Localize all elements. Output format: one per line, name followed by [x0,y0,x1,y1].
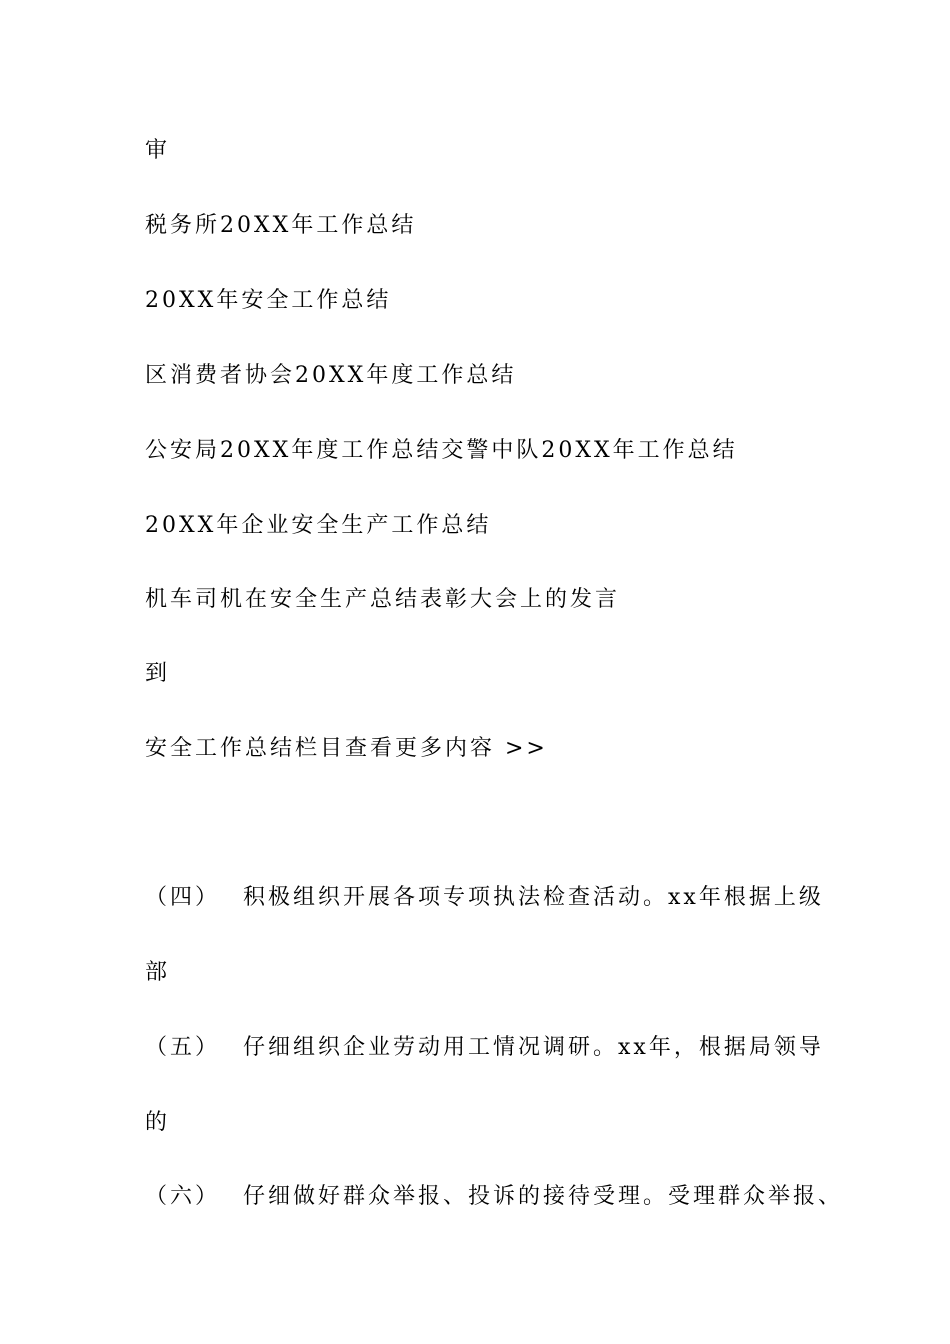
related-link-2[interactable]: 20XX年安全工作总结 [145,288,392,313]
related-line-0: 审 [145,138,171,163]
section-item-4 [145,883,824,913]
section-number: （五） [145,1035,221,1060]
section-text: 仔细组织企业劳动用工情况调研。xx年，根据局领导 [243,1035,824,1060]
section-continuation: 部 [145,960,171,985]
section-number: （四） [145,885,221,910]
section-continuation: 的 [145,1110,171,1135]
related-link-1[interactable]: 税务所20XX年工作总结 [145,213,417,238]
related-link-6[interactable]: 机车司机在安全生产总结表彰大会上的发言 [145,587,621,612]
section-text: 积极组织开展各项专项执法检查活动。xx年根据上级 [243,885,824,910]
related-link-4[interactable]: 公安局20XX年度工作总结交警中队20XX年工作总结 [145,438,738,463]
section-text: 仔细做好群众举报、投诉的接待受理。受理群众举报、 [243,1184,844,1209]
section-item-5 [145,1033,824,1063]
section-number: （六） [145,1184,221,1209]
related-line-7: 到 [145,661,171,686]
section-item-6 [145,1182,843,1212]
more-content-link[interactable]: 安全工作总结栏目查看更多内容 >> [145,736,548,761]
related-link-3[interactable]: 区消费者协会20XX年度工作总结 [145,363,517,388]
related-link-5[interactable]: 20XX年企业安全生产工作总结 [145,513,492,538]
